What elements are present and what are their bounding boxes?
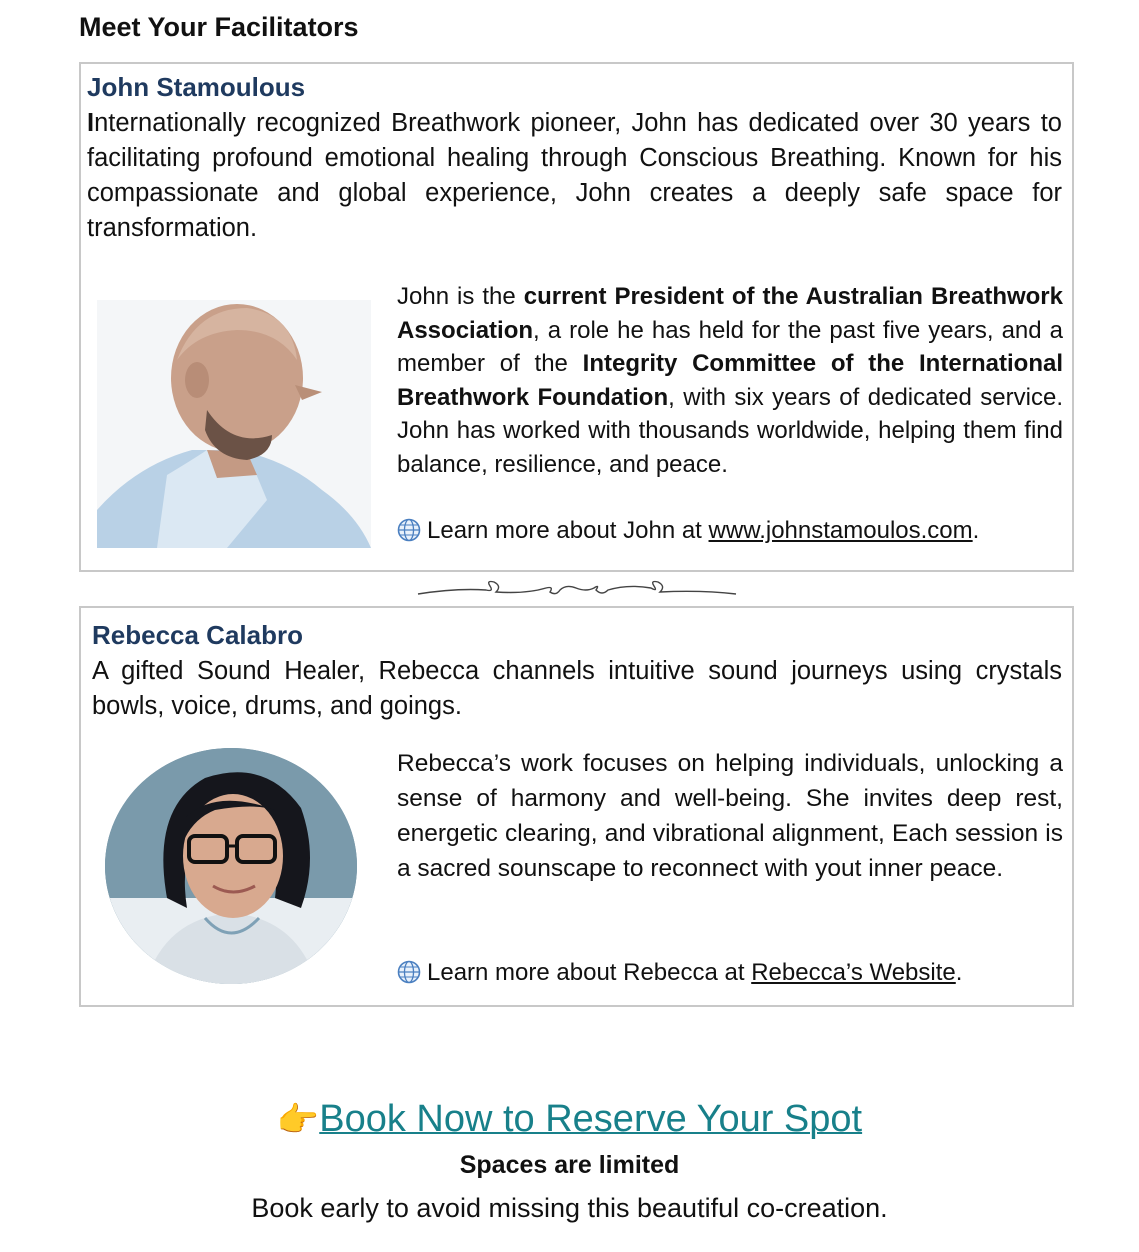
john-website-link[interactable]: www.johnstamoulos.com <box>708 517 973 544</box>
facilitator-card-rebecca <box>79 606 1074 1007</box>
bio-text: John is the <box>397 283 524 310</box>
link-suffix: . <box>955 959 963 986</box>
facilitator-bio <box>397 280 1063 482</box>
intro-text: nternationally recognized Breathwork pioneer, John has dedicated over 30 years to facilitating profound emotional healing through Conscious Breathing. Known for his compassionate and global experience, John creates a deeply safe space for transformation. <box>87 109 1062 242</box>
learn-more-rebecca <box>397 958 962 992</box>
rebecca-photo <box>105 748 357 984</box>
book-early-note: Book early to avoid missing this beautiful co-creation. <box>251 1193 888 1223</box>
link-suffix: . <box>972 517 980 544</box>
john-photo <box>97 300 371 548</box>
decorative-divider <box>416 574 738 604</box>
facilitator-intro <box>87 106 1062 246</box>
pointing-hand-icon: 👉 <box>276 1101 320 1139</box>
bio-text: , a role he has held for the past five years, and a member of the <box>397 316 1063 378</box>
intro-initial: I <box>87 109 95 137</box>
book-now-link[interactable] <box>277 1098 862 1140</box>
bio-text: , with six years of dedicated service. John has worked with thousands worldwide, helping them find balance, resilience, and peace. <box>397 383 1063 478</box>
facilitator-name: Rebecca Calabro <box>92 620 303 650</box>
cta-row <box>0 1098 1139 1141</box>
rebecca-website-link[interactable]: Rebecca’s Website <box>751 959 956 986</box>
link-prefix: Learn more about John at <box>427 517 709 544</box>
link-prefix: Learn more about Rebecca at <box>427 959 752 986</box>
bio-bold-committee: Integrity Committee of the International Breathwork Foundation <box>397 350 1064 411</box>
book-now-label: Book Now to Reserve Your Spot <box>319 1098 863 1140</box>
facilitator-name: John Stamoulous <box>87 72 306 102</box>
facilitator-bio: Rebecca’s work focuses on helping individuals, unlocking a sense of harmony and well-being. She invites deep rest, energetic clearing, and vibrational alignment, Each session is a sacred sounscape to reconnect with yout inner peace. <box>397 750 1063 882</box>
facilitator-intro: A gifted Sound Healer, Rebecca channels intuitive sound journeys using crystals bowls, voice, drums, and goings. <box>92 657 1062 720</box>
facilitator-card-john <box>79 62 1074 572</box>
globe-icon <box>397 960 421 992</box>
globe-icon <box>397 518 421 550</box>
spaces-limited-text: Spaces are limited <box>459 1151 680 1179</box>
learn-more-john <box>397 516 979 550</box>
bio-bold-role: current President of the Australian Breathwork Association <box>397 283 1063 344</box>
section-heading: Meet Your Facilitators <box>79 12 359 42</box>
